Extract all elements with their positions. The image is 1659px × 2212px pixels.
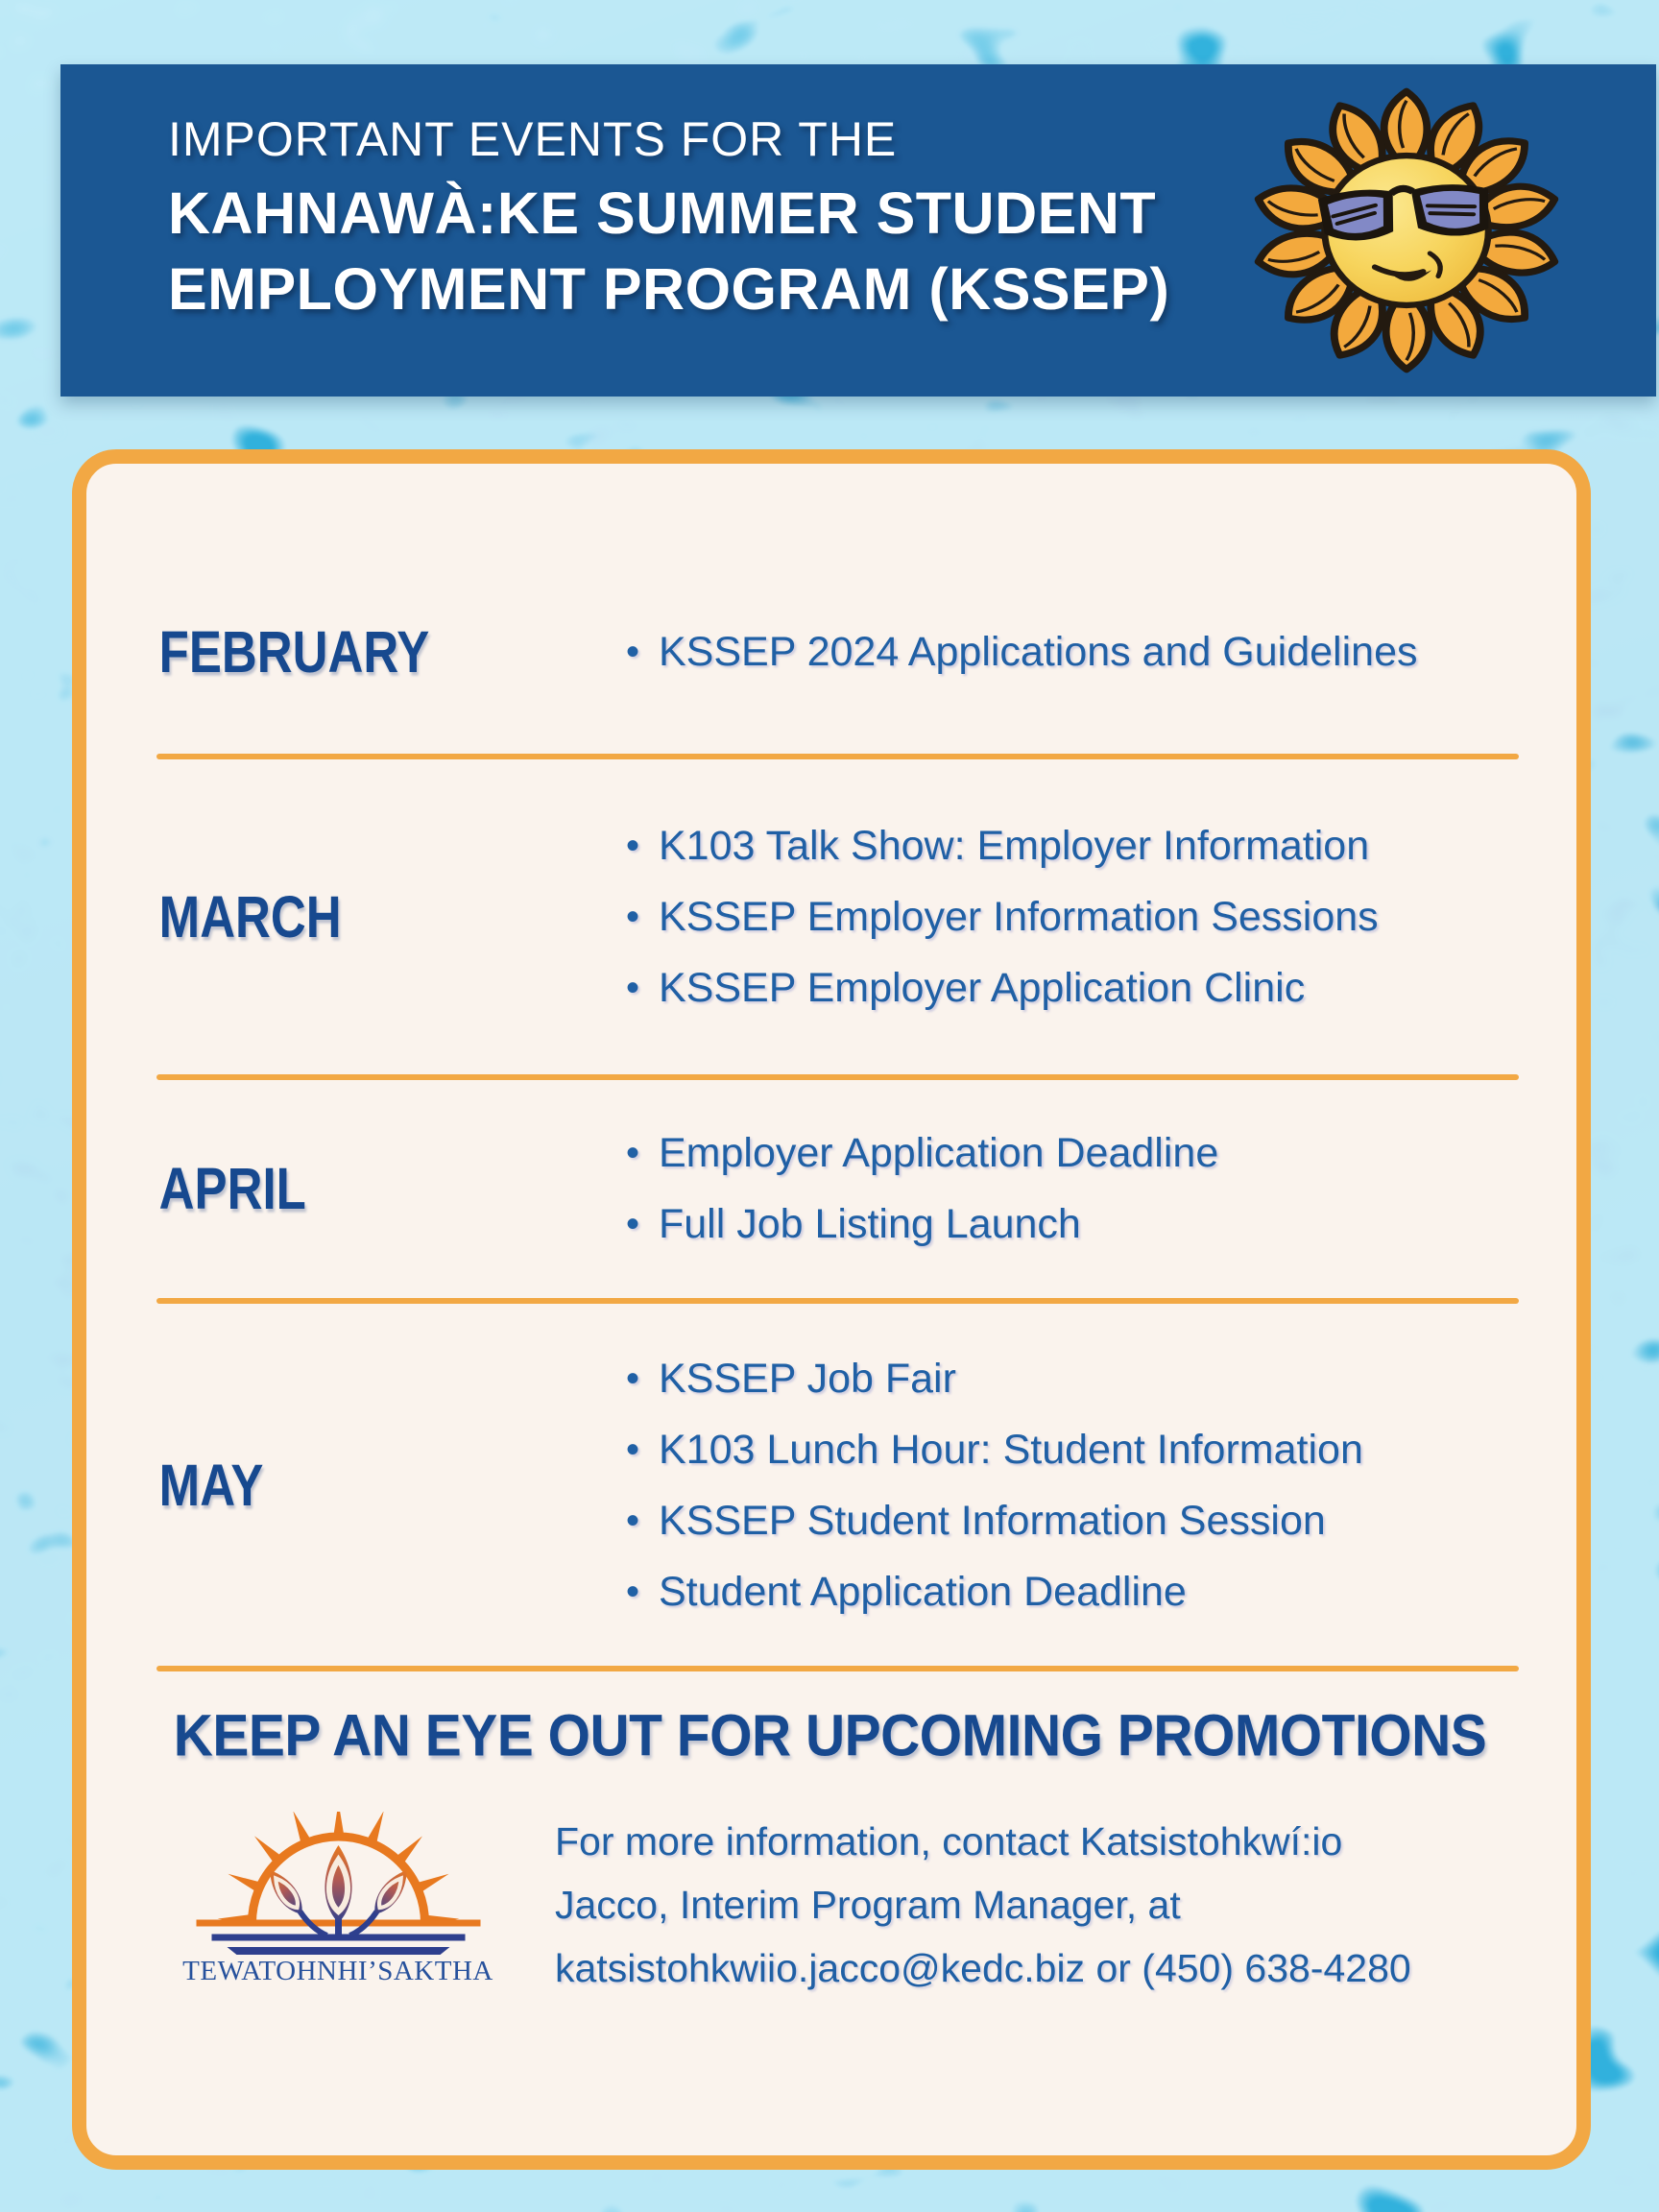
event-item: • KSSEP Employer Application Clinic — [624, 963, 1576, 1013]
contact-line-1: For more information, contact Katsistohkwí:io — [555, 1819, 1343, 1863]
month-label-february: FEBRUARY — [158, 618, 430, 685]
section-divider — [156, 1666, 1519, 1671]
title-line-1: IMPORTANT EVENTS FOR THE — [168, 112, 898, 166]
promo-heading: KEEP AN EYE OUT FOR UPCOMING PROMOTIONS — [173, 1702, 1487, 1769]
title-line-2: KAHNAWÀ:KE SUMMER STUDENT — [168, 180, 1157, 246]
event-list-march — [624, 800, 1576, 1034]
title-line-3: EMPLOYMENT PROGRAM (KSSEP) — [168, 256, 1170, 322]
event-item: • Employer Application Deadline — [624, 1128, 1576, 1178]
event-list-february — [624, 606, 1576, 698]
tewatohnhisaktha-logo-icon — [173, 1812, 504, 1956]
month-label-april: APRIL — [158, 1155, 306, 1222]
event-item: • KSSEP 2024 Applications and Guidelines — [624, 627, 1576, 677]
events-card — [72, 449, 1591, 2170]
event-item: • KSSEP Job Fair — [624, 1354, 1576, 1404]
month-section-may — [86, 1304, 1576, 1666]
event-item: • KSSEP Employer Information Sessions — [624, 892, 1576, 942]
event-item: • K103 Talk Show: Employer Information — [624, 821, 1576, 871]
logo-wordmark: TEWATOHNHI’SAKTHA — [182, 1956, 493, 1986]
event-list-april — [624, 1107, 1576, 1270]
event-list-may — [624, 1333, 1576, 1638]
title-banner — [60, 64, 1656, 397]
event-item: • Student Application Deadline — [624, 1567, 1576, 1617]
footer — [86, 1806, 1576, 2000]
sun-with-sunglasses-icon — [1239, 78, 1574, 383]
month-section-march — [86, 759, 1576, 1074]
contact-info — [555, 1810, 1411, 2000]
event-item: • KSSEP Student Information Session — [624, 1496, 1576, 1546]
tewatohnhisaktha-logo-block — [169, 1806, 507, 1987]
event-item: • K103 Lunch Hour: Student Information — [624, 1425, 1576, 1475]
month-label-may: MAY — [158, 1452, 264, 1519]
month-label-march: MARCH — [158, 883, 342, 950]
contact-line-2: Jacco, Interim Program Manager, at — [555, 1883, 1181, 1927]
month-section-february — [86, 598, 1576, 754]
event-item: • Full Job Listing Launch — [624, 1199, 1576, 1249]
contact-line-3: katsistohkwiio.jacco@kedc.biz or (450) 638-4280 — [555, 1946, 1411, 1990]
month-section-april — [86, 1080, 1576, 1298]
